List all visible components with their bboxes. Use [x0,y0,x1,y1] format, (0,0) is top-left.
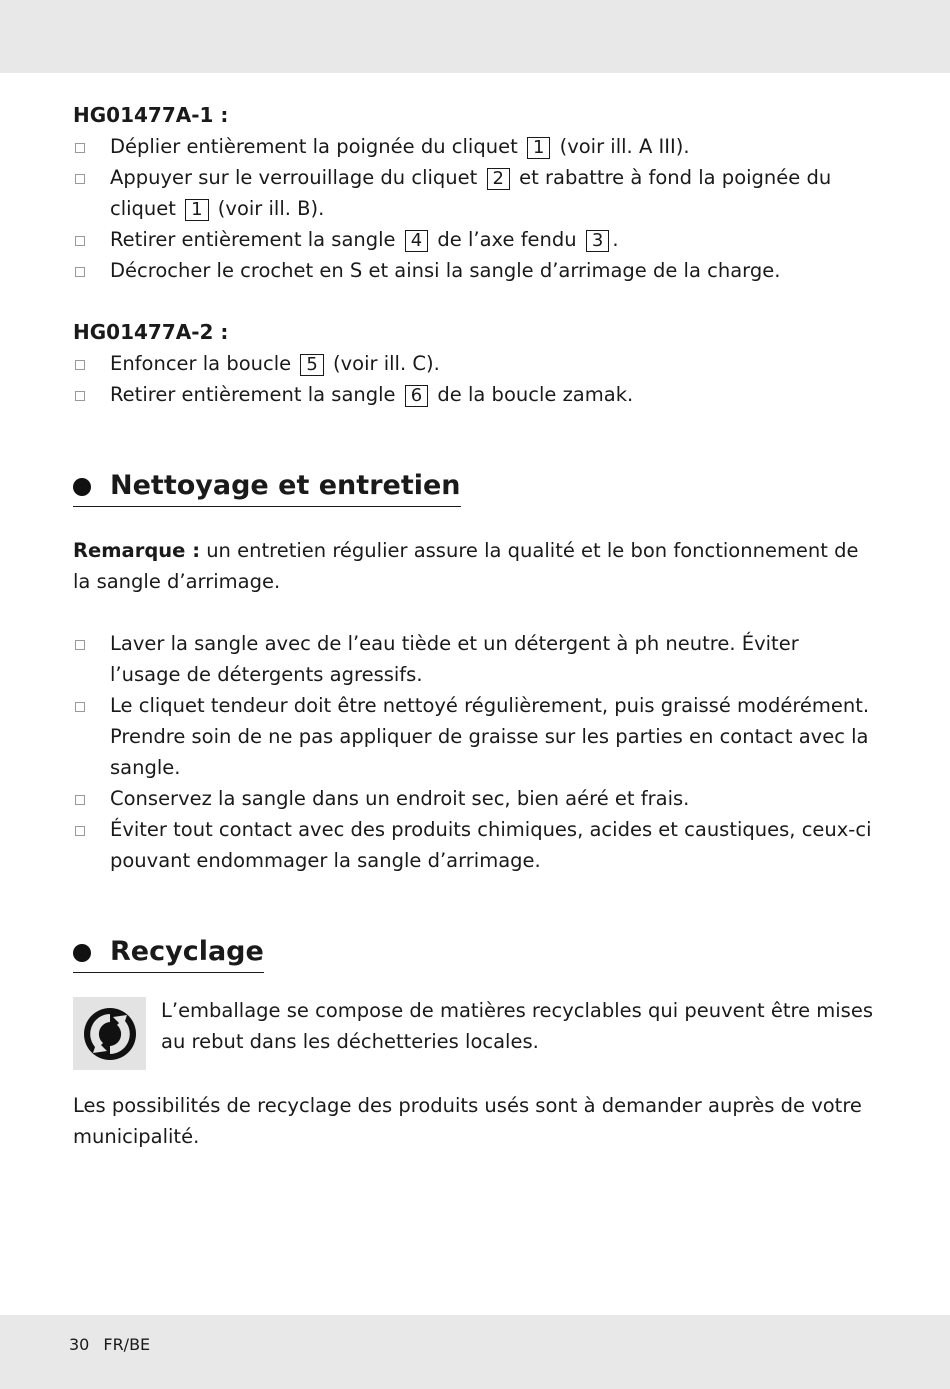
steps-list-2 [73,348,873,410]
part-number: 1 [185,199,208,221]
part-number: 1 [527,137,550,159]
square-bullet-icon [75,360,85,370]
section-title-text: Recyclage [110,936,264,967]
note-label: Remarque : [73,539,200,562]
list-item [73,224,873,255]
green-dot-recycling-icon [73,997,146,1070]
step-text: Appuyer sur le verrouillage du cliquet [110,166,478,189]
step-text: Retirer entièrement la sangle [110,383,396,406]
square-bullet-icon [75,143,85,153]
square-bullet-icon [75,826,85,836]
cleaning-steps-list [73,628,873,876]
step-text: et rabattre à fond la poignée du cliquet [110,166,832,220]
filled-circle-icon [73,944,91,962]
header-bar [0,0,950,73]
section-title-text: Nettoyage et entretien [110,470,461,501]
part-number: 5 [300,354,323,376]
part-number: 4 [405,230,428,252]
recycling-info-row [73,997,873,1070]
part-number: 2 [487,168,510,190]
square-bullet-icon [75,174,85,184]
step-text: Décrocher le crochet en S et ainsi la sangle d’arrimage de la charge. [110,259,781,282]
step-text: (voir ill. A III). [559,135,690,158]
list-item [73,379,873,410]
step-text: (voir ill. B). [217,197,325,220]
part-number: 6 [405,385,428,407]
section-title-cleaning [73,468,461,507]
footer-text [69,1335,164,1354]
subheading-hg01477a-2: HG01477A-2 : [73,320,229,344]
list-item [73,131,873,162]
list-item [73,348,873,379]
square-bullet-icon [75,267,85,277]
subheading-hg01477a-1: HG01477A-1 : [73,103,229,127]
step-text: Retirer entièrement la sangle [110,228,396,251]
page-number: 30 [69,1335,90,1354]
step-text: . [612,228,619,251]
step-text: Conservez la sangle dans un endroit sec, bien aéré et frais. [110,787,690,810]
list-item [73,814,873,876]
square-bullet-icon [75,795,85,805]
square-bullet-icon [75,391,85,401]
note-paragraph [73,535,873,597]
list-item [73,628,873,690]
list-item [73,690,873,783]
step-text: de l’axe fendu [437,228,577,251]
section-title-recycling [73,934,264,973]
square-bullet-icon [75,236,85,246]
note-text: un entretien régulier assure la qualité et le bon fonctionnement de la sangle d’arrimage. [73,539,859,593]
square-bullet-icon [75,702,85,712]
step-text: (voir ill. C). [333,352,440,375]
step-text: Enfoncer la boucle [110,352,292,375]
packaging-text: L’emballage se compose de matières recyclables qui peuvent être mises au rebut dans les déchetteries locales. [161,999,873,1053]
steps-list-1 [73,131,873,286]
step-text: Déplier entièrement la poignée du cliquet [110,135,518,158]
products-recycling-text: Les possibilités de recyclage des produits usés sont à demander auprès de votre municipalité. [73,1094,862,1148]
list-item [73,162,873,224]
step-text: de la boucle zamak. [437,383,634,406]
list-item [73,255,873,286]
filled-circle-icon [73,478,91,496]
step-text: Laver la sangle avec de l’eau tiède et un détergent à ph neutre. Éviter l’usage de détergents agressifs. [110,632,799,686]
step-text: Le cliquet tendeur doit être nettoyé régulièrement, puis graissé modérément. Prendre soin de ne pas appliquer de graisse sur les parties en contact avec la sangle. [110,694,870,779]
list-item [73,783,873,814]
page-content [73,100,873,1152]
step-text: Éviter tout contact avec des produits chimiques, acides et caustiques, ceux-ci pouvant endommager la sangle d’arrimage. [110,818,872,872]
locale-label: FR/BE [103,1335,151,1354]
part-number: 3 [586,230,609,252]
square-bullet-icon [75,640,85,650]
